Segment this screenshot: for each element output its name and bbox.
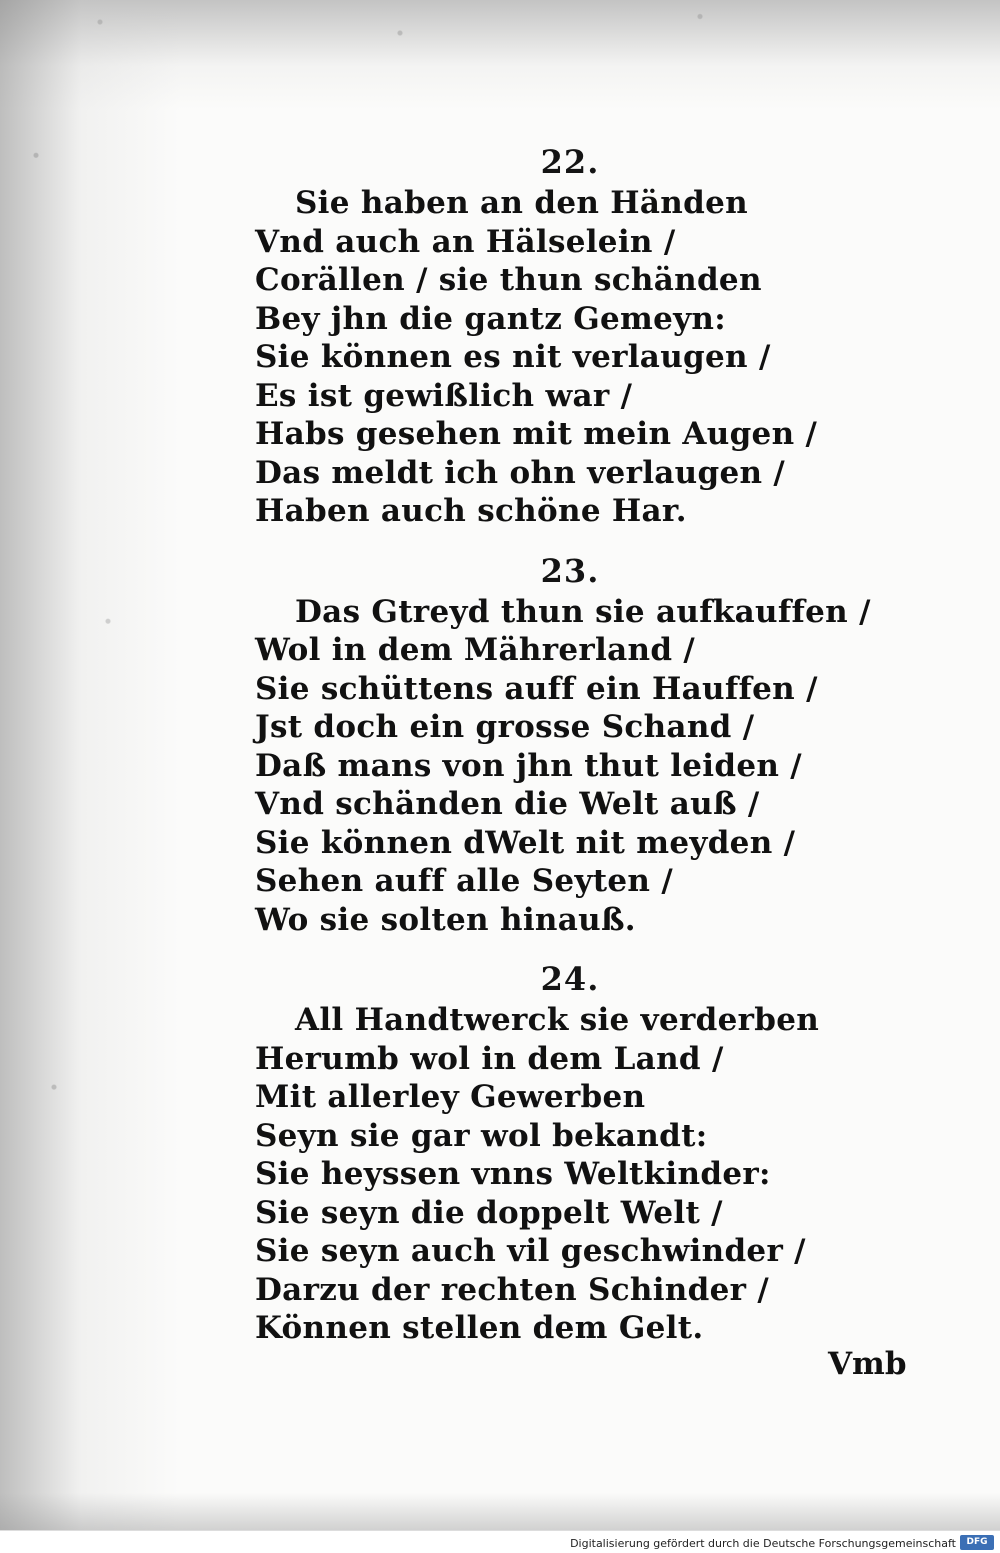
page-edge-left: [0, 0, 180, 1553]
verse-line: All Handtwerck sie verderben: [295, 1002, 820, 1038]
verse-line: Es ist gewißlich war /: [255, 377, 633, 414]
verse-line: Können stellen dem Gelt.: [255, 1310, 704, 1346]
verse-line: Vnd schänden die Welt auß /: [255, 786, 760, 822]
verse-line: Seyn sie gar wol bekandt:: [255, 1117, 708, 1154]
stanza-23: [255, 549, 871, 940]
verse-line: Vnd auch an Hälselein /: [255, 223, 676, 260]
verse-line: Das Gtreyd thun sie aufkauffen /: [295, 593, 871, 630]
verse-line: Haben auch schöne Har.: [255, 493, 687, 529]
verse-line: Darzu der rechten Schinder /: [255, 1271, 769, 1308]
verse-line: Sehen auff alle Seyten /: [255, 863, 673, 899]
verse-line: Sie können es nit verlaugen /: [255, 339, 771, 375]
verse-line: Herumb wol in dem Land /: [255, 1040, 724, 1077]
verse-line: Wo sie solten hinauß.: [255, 901, 636, 938]
verse-line: Bey jhn die gantz Gemeyn:: [255, 300, 727, 337]
stanza-number: 23.: [540, 551, 600, 590]
poem-text: [255, 140, 871, 1366]
stanza-number: 24.: [540, 960, 600, 998]
catchword: Vmb: [828, 1346, 907, 1382]
verse-line: Mit allerley Gewerben: [255, 1079, 646, 1115]
verse-line: Sie heyssen vnns Weltkinder:: [255, 1156, 771, 1192]
stanza-number: 22.: [540, 143, 600, 181]
stanza-22: [255, 140, 818, 531]
verse-line: Sie haben an den Händen: [295, 185, 748, 221]
funding-notice: Digitalisierung gefördert durch die Deutsche Forschungsgemeinschaft: [570, 1537, 956, 1550]
stanza-24: [255, 957, 820, 1348]
dfg-logo-icon: DFG: [960, 1535, 994, 1550]
footer-bar: [0, 1530, 1000, 1553]
verse-line: Daß mans von jhn thut leiden /: [255, 747, 802, 784]
verse-line: Habs gesehen mit mein Augen /: [255, 416, 818, 452]
verse-line: Sie können dWelt nit meyden /: [255, 824, 796, 861]
verse-line: Sie schüttens auff ein Hauffen /: [255, 670, 818, 707]
verse-line: Das meldt ich ohn verlaugen /: [255, 454, 786, 491]
page-edge-bottom: [0, 1493, 1000, 1533]
verse-line: Corällen / sie thun schänden: [255, 262, 762, 298]
verse-line: Jst doch ein grosse Schand /: [255, 709, 755, 745]
verse-line: Sie seyn auch vil geschwinder /: [255, 1233, 806, 1269]
verse-line: Sie seyn die doppelt Welt /: [255, 1194, 723, 1231]
verse-line: Wol in dem Mährerland /: [255, 632, 696, 668]
